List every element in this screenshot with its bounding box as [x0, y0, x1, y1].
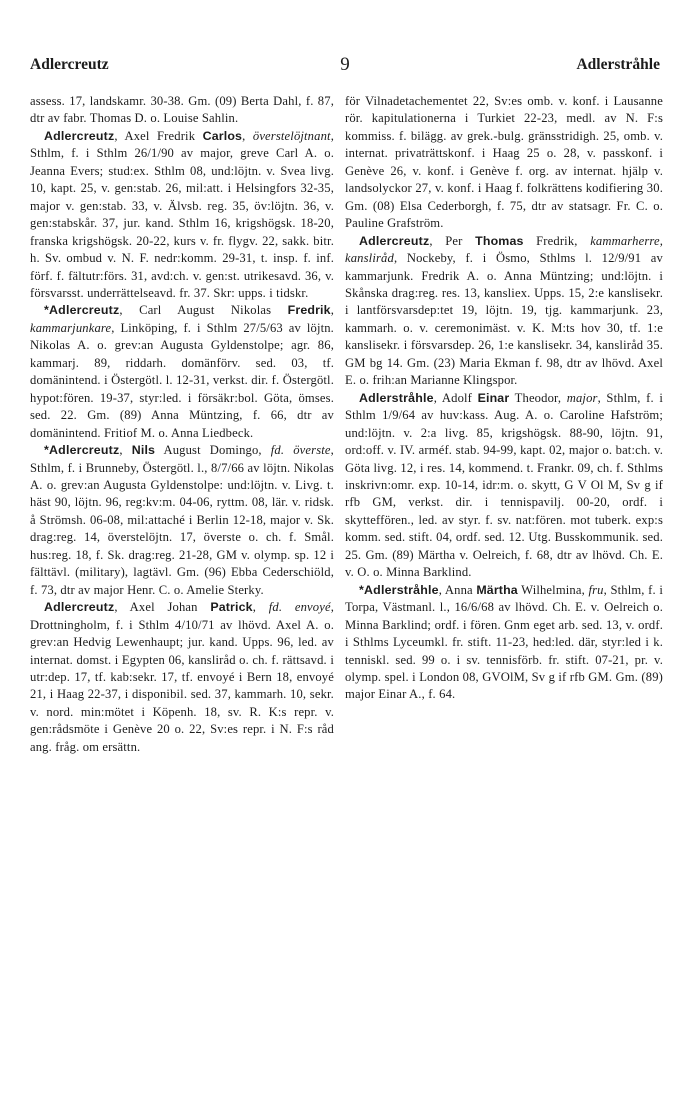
given-names: , Axel Fredrik: [114, 128, 203, 143]
call-name: Carlos: [202, 128, 243, 143]
given-names: , Axel Johan: [114, 600, 211, 615]
entry-nils-adlercreutz: [30, 442, 334, 599]
occupation-title: fd. envoyé: [268, 600, 331, 615]
surname: *Adlercreutz: [44, 443, 120, 458]
given-names-post: August Domingo,: [155, 443, 271, 458]
given-names: , Per: [429, 233, 476, 248]
call-name: Märtha: [476, 582, 518, 597]
occupation-title: kammarjunkare: [30, 320, 112, 335]
entry-carlos-adlercreutz: [30, 128, 334, 303]
entry-text: assess. 17, landskamr. 30-38. Gm. (09) Berta Dahl, f. 87, dtr av fabr. Thomas D. o. Louise Sahlin.: [30, 94, 334, 126]
occupation-title: fru: [588, 582, 604, 597]
entry-text: , Sthlm, f. i Sthlm 1/9/64 av huv:kass. Aug. A. o. Caroline Hafström; und:löjtn. v. 2:a livg. 85, krigshögsk. 88-90, löjtn. 91, ord:off. v. IV. arméf. stab. 94-99, kapt. 02, major o. bat:ch. v. Göta livg. 12, i res. 14, kommend. t. Frankr. 09, ch. f. Sthlms inskrivn:omr. exp. 10-14, idr:m. o. skytt, G V Ol M, Sv g if rfb GM, verkst. dir. i tennispavilj. 00-20, ordf. i skytteffören., led. av styr. f. sv. nat:fören. mot tuberk. exp:s komm. sed. stift. 04, ordf. sed. 12. Utg. Busskommunik. sed. 25. Gm. (89) Märtha v. Oelreich, f. 68, dtr av lhövd. Ch. E. v. O. o. Minna Barklind.: [345, 390, 663, 580]
given-names: ,: [119, 443, 132, 458]
given-names-post: Wilhelmina,: [517, 582, 589, 597]
given-names-post: Theodor,: [509, 390, 567, 405]
surname: Adlercreutz: [44, 600, 115, 615]
entry-text: , Sthlm, f. i Torpa, Västmanl. l., 16/6/68 av lhövd. Ch. E. v. Oelreich o. Minna Barklind; ordf. i fören. Gnm eget arb. sed. 13, v. ordf. i Sthlms Lyceumkl. fr. stift. 11-23, hed:led. där, styr:led i k. tenniskl. sed. 99 o. i sv. tennisförb. fr. stift. 07-21, pr. v. olymp. spel. i London 08, GVOlM, Sv g if rfb GM. Gm. (89) major Einar A., f. 64.: [345, 582, 663, 702]
call-name: Fredrik: [287, 303, 331, 318]
entry-martha-adlerstrahle: [345, 582, 663, 704]
entry-einar-adlerstrahle: [345, 390, 663, 582]
entry-continuation: [345, 93, 663, 233]
entry-thomas-adlercreutz: [345, 233, 663, 390]
entry-patrick-adlercreutz: [30, 599, 334, 756]
surname: Adlerstråhle: [359, 390, 434, 405]
entry-text: för Vilnadetachementet 22, Sv:es omb. v. konf. i Lausanne rör. kapitulationerna i Turkiet 22-23, medl. av N. F:s kommiss. f. bilägg. av grek.-bulg. gränsstridigh. 25, omb. v. internat. privaträttskonf. i Haag 25 o. 28, v. passkonf. i Genève 26, v. konf. i Genève f. org. av internat. hjälp v. landsolyckor 27, v. konf. i Haag f. folkrättens kodifiering 30. Gm. (08) Elsa Cederborgh, f. 75, dtr av statsagr. Fr. C. o. Pauline Grafström.: [345, 94, 663, 231]
surname: Adlercreutz: [44, 128, 115, 143]
given-names: , Anna: [438, 582, 477, 597]
header-last-name: Adlerstråhle: [576, 56, 660, 73]
occupation-title: kammarherre, kansliråd: [345, 233, 663, 266]
surname: *Adlerstråhle: [359, 582, 439, 597]
page-number: 9: [340, 54, 350, 75]
occupation-title: fd. överste: [270, 443, 331, 458]
surname: *Adlercreutz: [44, 303, 120, 318]
call-name: Einar: [477, 390, 510, 405]
entry-text: , Sthlm, f. i Brunneby, Östergötl. l., 8/7/66 av löjtn. Nikolas A. o. grev:an Augusta Gyldenstolpe: und:löjtn. v. Livg. t. häst 90, löjtn. 96, reg:kv:m. 04-06, ryttm. 08, lär. v. ridsk. å Strömsh. 06-08, mil:attaché i Berlin 12-18, major v. Sk. drag:reg. 14, överstelöjtn. 17, överste o. ch. f. Smål. hus:reg. 18, f. Sk. drag:reg. 21-28, GM v. olymp. sp. 12 i fälttävl. (military), lagtävl. Gm. (96) Ebba Cederschiöld, f. 73, dtr av major Henr. C. o. Amelie Sterky.: [30, 443, 334, 597]
call-name: Patrick: [210, 600, 253, 615]
separator: ,: [330, 303, 334, 318]
call-name: Nils: [131, 443, 156, 458]
call-name: Thomas: [475, 233, 524, 248]
entry-text: , Sthlm, f. i Sthlm 26/1/90 av major, greve Carl A. o. Jeanna Evers; stud:ex. Sthlm 08, und:löjtn. v. Svea livg. 10, kapt. 25, v. gen:stab. 26, mil:att. i Helsingfors 32-35, major v. gen:stab. 33, v. Älvsb. reg. 35, öv:löjtn. 36, v. gen:stabskår. 37, jur. kand. Sthlm 16, krigshögsk. 18-20, franska krigshögsk. 20-22, kurs v. fr. flygv. 22, sakk. bitr. h. Sv. ombud v. N. F. nedr:komm. 29-31, t. insp. f. inf. förf. f. fältutr:förs. 31, avd:ch. v. gen:st. utrikesavd. 36, v. försvarsst. underrättelseavd. fr. 37. Skr: upps. i tidskr.: [30, 128, 334, 300]
entry-text: , Linköping, f. i Sthlm 27/5/63 av löjtn. Nikolas A. o. grev:an Augusta Gyldenstolpe; agr. 86, kammarj. 89, riddarh. domänförv. sed. 03, tf. domänintend. i Östergötl. l. 12-31, verkst. dir. f. Östergötl. hypot:fören. 19-37, styr:led. i försäkr:bol. Göta, ömses. sed. 22. Gm. (89) Anna Müntzing, f. 66, dtr av domänintend. Fritiof M. o. Anna Liedbeck.: [30, 320, 334, 440]
given-names: , Carl August Nikolas: [119, 303, 288, 318]
left-column: [30, 93, 334, 756]
given-names-post: Fredrik,: [523, 233, 591, 248]
page-header: [30, 56, 660, 82]
entry-text: , Nockeby, f. i Ösmo, Sthlms l. 12/9/91 av kammarjunk. Fredrik A. o. Anna Müntzing; und:löjtn. i Skånska drag:reg. res. 13, kansliex. Upps. 15, 2:e kanslisekr. i lantförsvarsdep:tet 19, löjtn. 19, tjg. kammarjunk. 23, kammarh. o. v. ceremonimäst. v. K. M:ts hov 30, tf. 1:e kanslisekr. i försvarsdep. 26, 1:e kanslisekr. 34, kansliråd 35. GM bg 14. Gm. (23) Maria Ekman f. 98, dtr av lhövd. Axel E. o. frih:an Marianne Klingspor.: [345, 251, 663, 388]
separator: ,: [242, 128, 253, 143]
entry-fredrik-adlercreutz: [30, 302, 334, 442]
entry-text: , Drottningholm, f. i Sthlm 4/10/71 av lhövd. Axel A. o. grev:an Hedvig Lewenhaupt; jur. kand. Upps. 96, led. av internat. domst. i Egypten 06, kansliråd o. ch. f. rättsavd. i utr:dep. 17, tf. kab:sekr. 17, tf. envoyé i Bern 18, envoyé 21, i Haag 22-37, i disponibil. sed. 37, kammarh. 10, sekr. v. nord. min:mötet i Köpenh. 18, sv. R. K:s repr. v. gen:rådsmöte i Genève 20 o. 22, Sv:es repr. i N. F:s råd ang. fråg. om ersättn.: [30, 600, 335, 754]
entry-continuation: [30, 93, 334, 128]
header-first-name: Adlercreutz: [30, 56, 109, 73]
surname: Adlercreutz: [359, 233, 430, 248]
occupation-title: överstelöjtnant: [252, 128, 331, 143]
occupation-title: major: [566, 390, 598, 405]
separator: ,: [252, 600, 269, 615]
right-column: [345, 93, 663, 704]
given-names: , Adolf: [433, 390, 478, 405]
